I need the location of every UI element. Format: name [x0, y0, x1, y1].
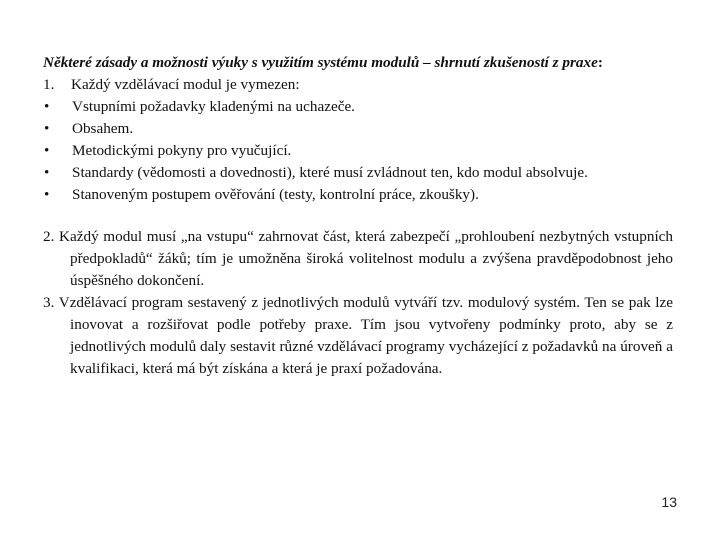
- title-text: Některé zásady a možnosti výuky s využitím systému modulů – shrnutí zkušeností z praxe: [43, 54, 598, 71]
- bullet-text: Standardy (vědomosti a dovednosti), které musí zvládnout ten, kdo modul absolvuje.: [72, 164, 588, 181]
- paragraph-2: 2. Každý modul musí „na vstupu“ zahrnovat část, která zabezpečí „prohloubení nezbytných vstupních předpokladů“ žáků; tím je umožněna široká volitelnost modulu a zvýšena pravděpodobnost jeho úspěšného dokončení.: [43, 228, 673, 289]
- slide-title: [43, 52, 673, 74]
- bullet-icon: •: [44, 164, 50, 181]
- bullet-item: [43, 140, 673, 162]
- bullet-item: [43, 118, 673, 140]
- bullet-text: Metodickými pokyny pro vyučující.: [72, 142, 292, 159]
- bullet-text: Stanoveným postupem ověřování (testy, kontrolní práce, zkoušky).: [72, 186, 479, 203]
- slide-content: [43, 52, 673, 380]
- page-number: 13: [661, 494, 677, 510]
- bullet-item: [43, 96, 673, 118]
- bullet-text: Obsahem.: [72, 120, 134, 137]
- bullet-icon: •: [44, 98, 50, 115]
- section-1-heading: [43, 74, 673, 96]
- spacer: [43, 206, 673, 226]
- title-colon: :: [597, 54, 603, 71]
- bullet-text: Vstupními požadavky kladenými na uchazeče.: [72, 98, 355, 115]
- bullet-icon: •: [44, 120, 50, 137]
- paragraph-3: 3. Vzdělávací program sestavený z jednotlivých modulů vytváří tzv. modulový systém. Ten se pak lze inovovat a rozšiřovat podle potřeby praxe. Tím jsou vytvořeny podmínky proto, aby se z jednotlivých modulů daly sestavit různé vzdělávací programy vycházející z požadavků na úroveň a kvalifikaci, která má být získána a která je praxí požadována.: [43, 294, 673, 377]
- bullet-item: [43, 162, 673, 184]
- bullet-icon: •: [44, 186, 50, 203]
- section-heading-text: Každý vzdělávací modul je vymezen:: [71, 76, 300, 93]
- bullet-icon: •: [44, 142, 50, 159]
- section-number: 1.: [43, 76, 55, 93]
- bullet-item: [43, 184, 673, 206]
